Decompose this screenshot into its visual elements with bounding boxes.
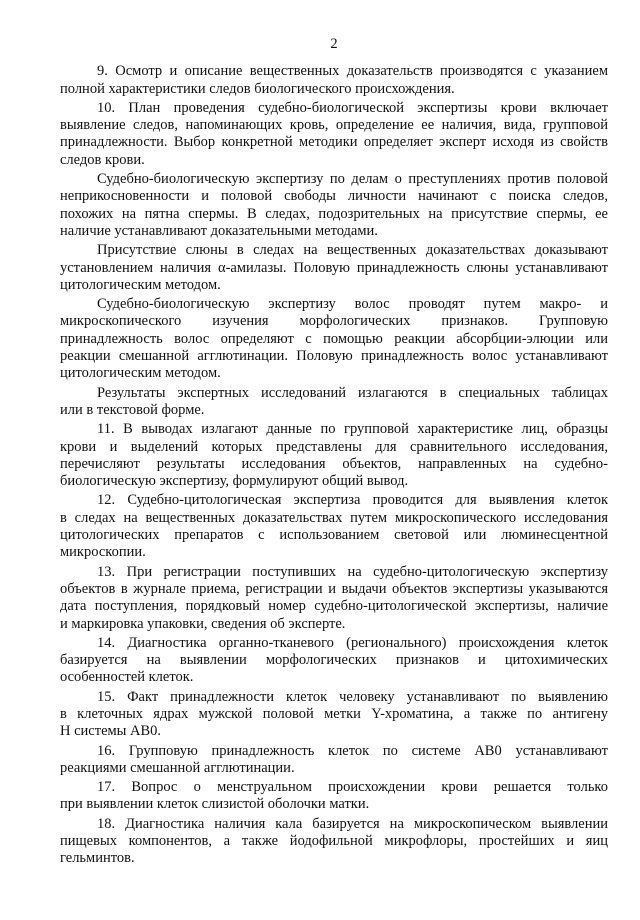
paragraph-6 [60, 385, 608, 420]
paragraph-12 [60, 743, 608, 778]
paragraph-13 [60, 779, 608, 814]
text-line: 17. Вопрос о менструальном происхождении крови решается только [97, 779, 608, 796]
text-line: реакции смешанной агглютинации. Половую принадлежность волос устанавливают [60, 348, 608, 365]
paragraph-8 [60, 492, 608, 561]
paragraph-1 [60, 63, 608, 98]
document-body [60, 63, 608, 867]
text-line: базируется на выявлении морфологических признаков и цитохимических [60, 652, 608, 669]
text-line: реакциями смешанной агглютинации. [60, 759, 295, 776]
text-line: установлением наличия α-амилазы. Половую принадлежность слюны устанавливают [60, 259, 608, 276]
text-line: крови и выделений которых представлены для сравнительного исследования, [60, 438, 608, 455]
paragraph-5 [60, 296, 608, 382]
text-line: при выявлении клеток слизистой оболочки матки. [60, 796, 370, 813]
text-line: в клеточных ядрах мужской половой метки Y-хроматина, а также по антигену [60, 705, 608, 722]
text-line: 13. При регистрации поступивших на судебно-цитологическую экспертизу [97, 563, 608, 580]
text-line: гельминтов. [60, 850, 135, 867]
text-line: Результаты экспертных исследований излагаются в специальных таблицах [97, 384, 608, 401]
text-line: в следах на вещественных доказательствах путем микроскопического исследования [60, 509, 608, 526]
text-line: 15. Факт принадлежности клеток человеку устанавливают по выявлению [97, 688, 608, 705]
text-line: Судебно-биологическую экспертизу по делам о преступлениях против половой [97, 171, 608, 188]
paragraph-14 [60, 816, 608, 868]
paragraph-10 [60, 635, 608, 687]
text-line: или в текстовой форме. [60, 401, 205, 418]
text-line: 9. Осмотр и описание вещественных доказательств производятся с указанием [97, 63, 608, 80]
text-line: дата поступления, порядковый номер судебно-цитологической экспертизы, наличие [60, 598, 608, 615]
text-line: похожих на пятна спермы. В следах, подозрительных на присутствие спермы, ее [60, 205, 608, 222]
paragraph-9 [60, 564, 608, 633]
text-line: принадлежности. Выбор конкретной методики определяет эксперт исходя из свойств [60, 134, 608, 151]
text-line: 11. В выводах излагают данные по групповой характеристике лиц, образцы [97, 421, 608, 438]
text-line: 14. Диагностика органно-тканевого (регионального) происхождения клеток [97, 634, 608, 651]
text-line: 12. Судебно-цитологическая экспертиза проводится для выявления клеток [97, 492, 608, 509]
paragraph-7 [60, 421, 608, 490]
text-line: микроскопического изучения морфологических признаков. Групповую [60, 313, 608, 330]
text-line: Присутствие слюны в следах на вещественных доказательствах доказывают [97, 242, 608, 259]
text-line: Н системы АВ0. [60, 723, 162, 740]
text-line: принадлежность волос определяют с помощью реакции абсорбции-элюции или [60, 330, 608, 347]
paragraph-11 [60, 689, 608, 741]
paragraph-2 [60, 100, 608, 169]
paragraph-4 [60, 242, 608, 294]
text-line: цитологических препаратов с использованием световой или люминесцентной [60, 527, 608, 544]
text-line: цитологическим методом. [60, 365, 221, 382]
text-line: наличие устанавливают доказательными методами. [60, 222, 378, 239]
text-line: следов крови. [60, 151, 145, 168]
text-line: 10. План проведения судебно-биологической экспертизы крови включает [97, 99, 608, 116]
text-line: полной характеристики следов биологического происхождения. [60, 80, 455, 97]
text-line: объектов в журнале приема, регистрации и выдачи объектов экспертизы указываются [60, 580, 608, 597]
text-line: пищевых компонентов, а также йодофильной микрофлоры, простейших и яиц [60, 833, 608, 850]
text-line: 16. Групповую принадлежность клеток по системе АВ0 устанавливают [97, 742, 608, 759]
text-line: цитологическим методом. [60, 276, 221, 293]
text-line: и маркировка упаковки, сведения об эксперте. [60, 615, 346, 632]
text-line: выявление следов, напоминающих кровь, определение ее наличия, вида, групповой [60, 117, 608, 134]
text-line: 18. Диагностика наличия кала базируется на микроскопическом выявлении [97, 815, 608, 832]
text-line: особенностей клеток. [60, 669, 194, 686]
text-line: перечисляют результаты исследования объектов, направленных на судебно- [60, 455, 608, 472]
document-page [60, 36, 608, 870]
page-number: 2 [330, 36, 338, 52]
paragraph-3 [60, 171, 608, 240]
text-line: биологическую экспертизу, формулируют общий вывод. [60, 473, 409, 490]
text-line: неприкосновенности и половой свободы личности начинают с поиска следов, [60, 188, 608, 205]
text-line: Судебно-биологическую экспертизу волос проводят путем макро- и [97, 296, 608, 313]
text-line: микроскопии. [60, 544, 146, 561]
